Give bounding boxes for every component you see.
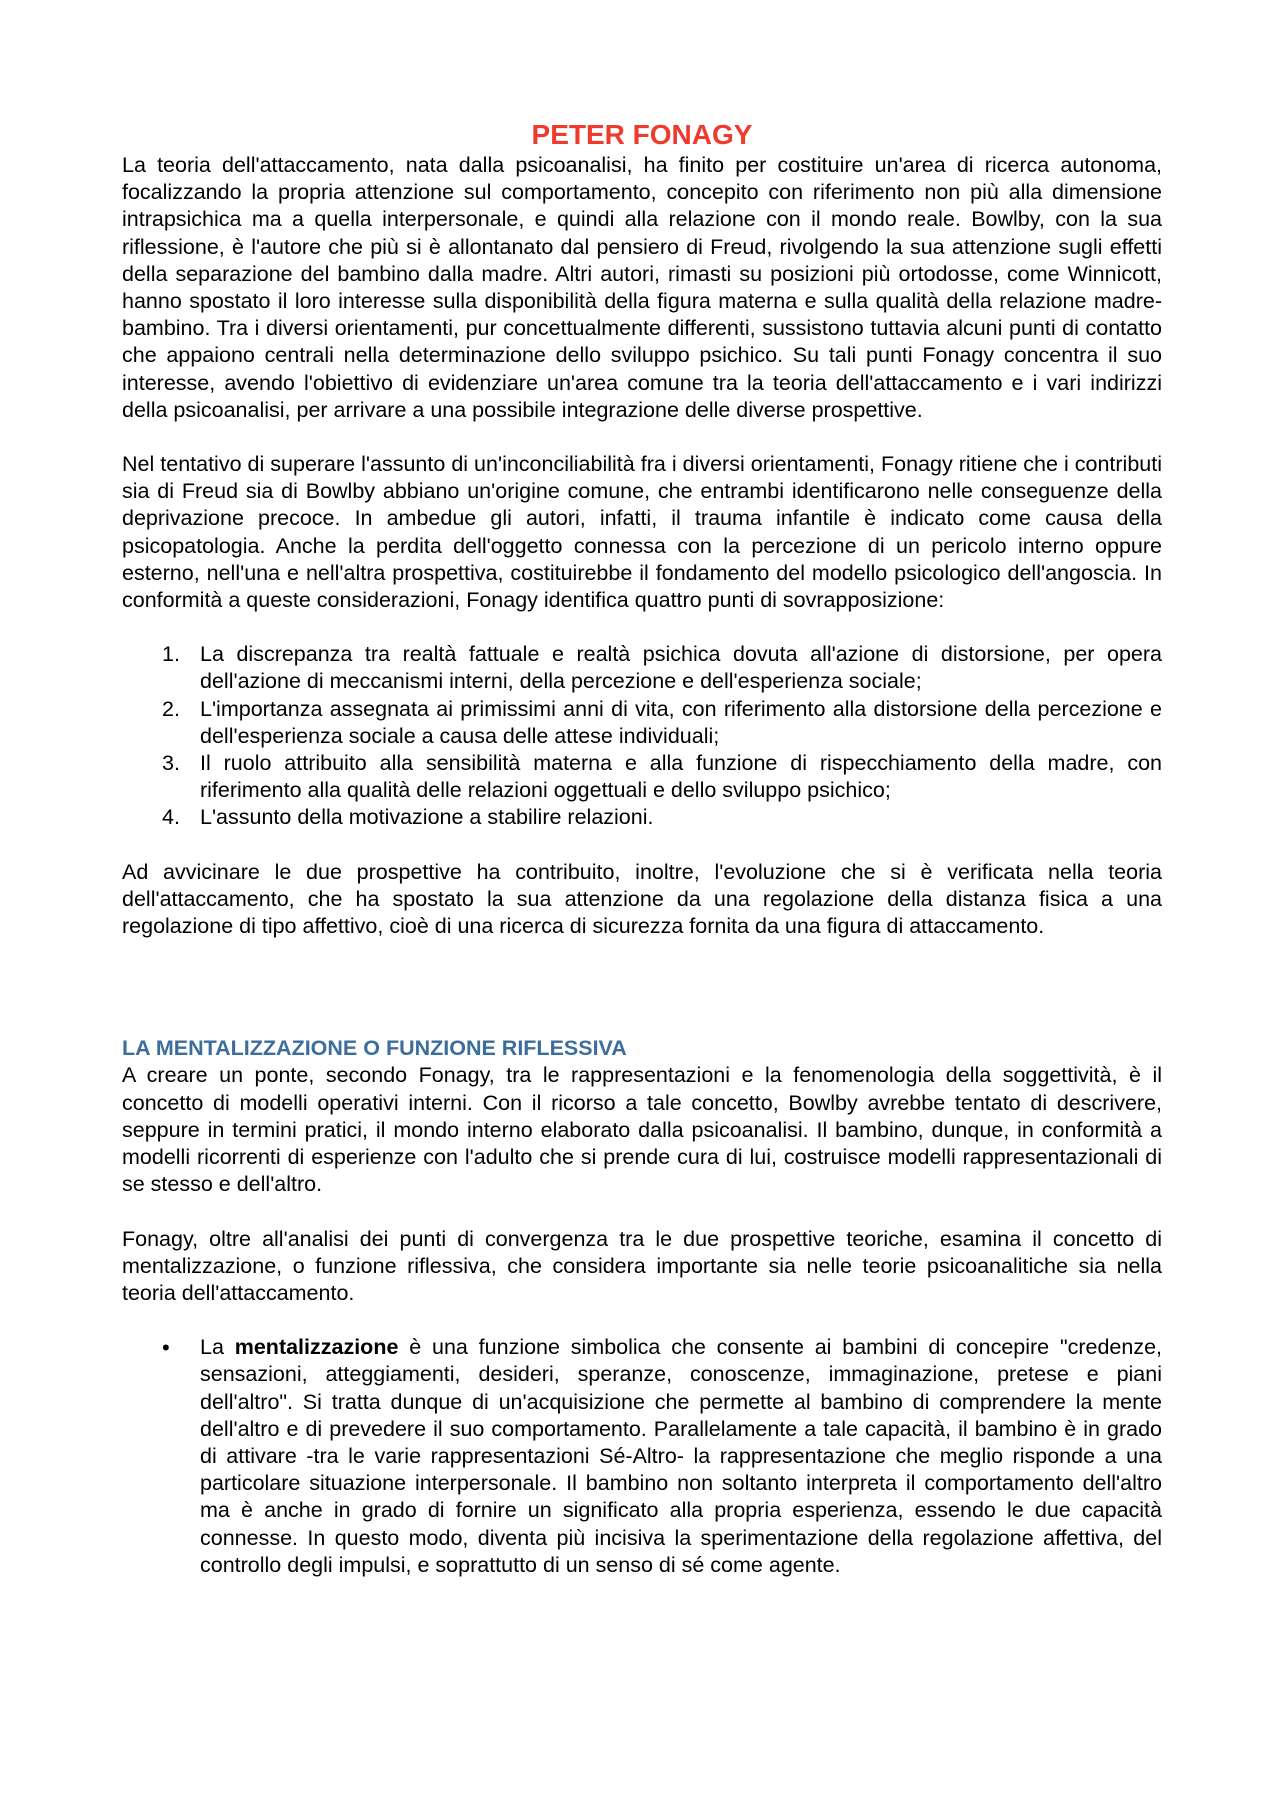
list-item-text: Il ruolo attribuito alla sensibilità materna e alla funzione di rispecchiamento della madre, con riferimento alla qualità delle relazioni oggettuali e dello sviluppo psichico; xyxy=(200,751,1162,803)
mentalization-intro-paragraph: Fonagy, oltre all'analisi dei punti di convergenza tra le due prospettive teoriche, esamina il concetto di mentalizzazione, o funzione riflessiva, che considera importante sia nelle teorie psicoanalitiche sia nella teoria dell'attaccamento. xyxy=(122,1226,1162,1305)
bullet-text: è una funzione simbolica che consente ai bambini di concepire "credenze, sensazioni, atteggiamenti, desideri, speranze, conoscenze, immaginazione, pretese e piani dell'altro". Si tratta dunque di un'acquisizione che permette al bambino di comprendere la mente dell'altro e di prevedere il suo comportamento. Parallelamente a tale capacità, il bambino è in grado di attivare -tra le varie rappresentazioni Sé-Altro- la rappresentazione che meglio risponde a una particolare situazione interpersonale. Il bambino non soltanto interpreta il comportamento dell'altro ma è anche in grado di fornire un significato alla propria esperienza, essendo le due capacità connesse. In questo modo, diventa più incisiva la sperimentazione della regolazione affettiva, del controllo degli impulsi, e soprattutto di un senso di sé come agente. xyxy=(200,1335,1162,1577)
list-item xyxy=(122,750,1162,804)
intro-paragraph: La teoria dell'attaccamento, nata dalla psicoanalisi, ha finito per costituire un'area di ricerca autonoma, focalizzando la propria attenzione sul comportamento, concepito con riferimento non più alla dimensione intrapsichica ma a quella interpersonale, e quindi alla relazione con il mondo reale. Bowlby, con la sua riflessione, è l'autore che più si è allontanato dal pensiero di Freud, rivolgendo la sua attenzione sugli effetti della separazione del bambino dalla madre. Altri autori, rimasti su posizioni più ortodosse, come Winnicott, hanno spostato il loro interesse sulla disponibilità della figura materna e sulla qualità della relazione madre-bambino. Tra i diversi orientamenti, pur concettualmente differenti, sussistono tuttavia alcuni punti di contatto che appaiono centrali nella determinazione dello sviluppo psichico. Su tali punti Fonagy concentra il suo interesse, avendo l'obiettivo di evidenziare un'area comune tra la teoria dell'attaccamento e i vari indirizzi della psicoanalisi, per arrivare a una possibile integrazione delle diverse prospettive. xyxy=(122,153,1162,422)
list-item xyxy=(122,696,1162,750)
list-number: 3. xyxy=(162,751,180,776)
overlap-paragraph: Nel tentativo di superare l'assunto di un'inconciliabilità fra i diversi orientamenti, Fonagy ritiene che i contributi sia di Freud sia di Bowlby abbiano un'origine comune, che entrambi identificarono nelle conseguenze della deprivazione precoce. In ambedue gli autori, infatti, il trauma infantile è indicato come causa della psicopatologia. Anche la perdita dell'oggetto connessa con la percezione di un pericolo interno oppure esterno, nell'una e nell'altra prospettiva, costituirebbe il fondamento del modello psicologico dell'angoscia. In conformità a queste considerazioni, Fonagy identifica quattro punti di sovrapposizione: xyxy=(122,452,1162,613)
paragraph-gap xyxy=(122,832,1162,859)
list-item-text: L'importanza assegnata ai primissimi anni di vita, con riferimento alla distorsione della percezione e dell'esperienza sociale a causa delle attese individuali; xyxy=(200,696,1162,748)
list-number: 1. xyxy=(162,642,180,667)
document-page xyxy=(122,118,1162,1579)
paragraph-gap xyxy=(122,614,1162,641)
list-item-text: L'assunto della motivazione a stabilire relazioni. xyxy=(200,805,654,830)
list-item xyxy=(122,641,1162,695)
bold-term: mentalizzazione xyxy=(234,1335,399,1360)
paragraph-gap xyxy=(122,424,1162,451)
list-number: 4. xyxy=(162,805,180,830)
section-heading: LA MENTALIZZAZIONE O FUNZIONE RIFLESSIVA xyxy=(122,1036,627,1061)
paragraph-gap xyxy=(122,1199,1162,1226)
section-gap xyxy=(122,940,1162,1035)
bullet-prefix: La xyxy=(200,1335,235,1360)
list-item xyxy=(122,1334,1162,1579)
bullet-list xyxy=(122,1334,1162,1579)
list-item-text: La discrepanza tra realtà fattuale e realtà psichica dovuta all'azione di distorsione, per opera dell'azione di meccanismi interni, della percezione e dell'esperienza sociale; xyxy=(200,642,1162,694)
list-number: 2. xyxy=(162,696,180,721)
page-title: PETER FONAGY xyxy=(531,119,753,150)
evolution-paragraph: Ad avvicinare le due prospettive ha contribuito, inoltre, l'evoluzione che si è verificata nella teoria dell'attaccamento, che ha spostato la sua attenzione da una regolazione della distanza fisica a una regolazione di tipo affettivo, cioè di una ricerca di sicurezza fornita da una figura di attaccamento. xyxy=(122,859,1162,939)
bridge-paragraph: A creare un ponte, secondo Fonagy, tra le rappresentazioni e la fenomenologia della soggettività, è il concetto di modelli operativi interni. Con il ricorso a tale concetto, Bowlby avrebbe tentato di descrivere, seppure in termini pratici, il mondo interno elaborato dalla psicoanalisi. Il bambino, dunque, in conformità a modelli ricorrenti di esperienze con l'adulto che si prende cura di lui, costruisce modelli rappresentazionali di se stesso e dell'altro. xyxy=(122,1063,1162,1197)
bullet-icon: • xyxy=(162,1335,170,1361)
paragraph-gap xyxy=(122,1307,1162,1334)
list-item xyxy=(122,804,1162,831)
overlap-points-list xyxy=(122,641,1162,831)
